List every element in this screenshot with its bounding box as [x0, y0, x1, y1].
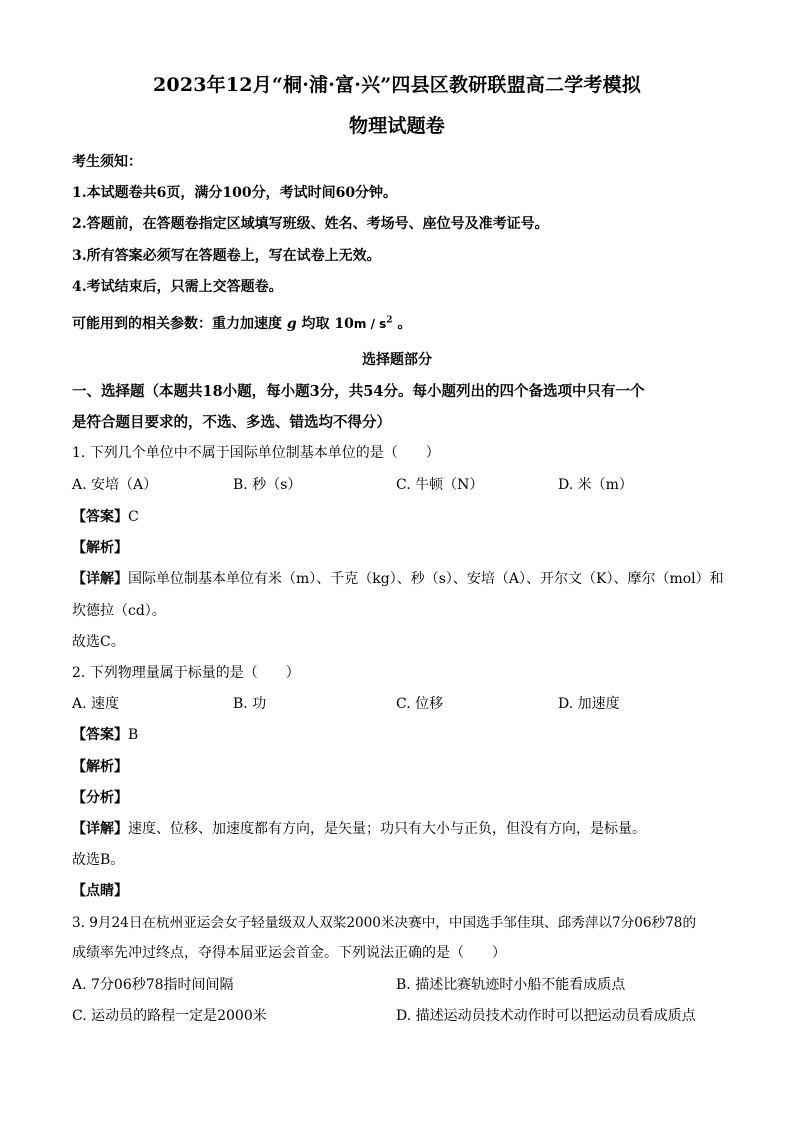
q3-option-d: D. 描述运动员技术动作时可以把运动员看成质点 [396, 1008, 696, 1024]
q2-option-b: B. 功 [233, 696, 267, 712]
params-exp: 2 [386, 315, 393, 326]
q1-answer-tag: 【答案】 [72, 509, 128, 525]
params-value: 10 [334, 316, 354, 332]
q1-detail-line1: 国际单位制基本单位有米（m）、千克（kg）、秒（s）、安培（A）、开尔文（K）、摩尔（mol）和 [128, 571, 724, 587]
params-mid: 均取 [301, 316, 330, 332]
q1-option-a: A. 安培（A） [72, 477, 158, 493]
q1-answer-value: C [128, 509, 139, 525]
q2-conclusion: 故选B。 [72, 852, 125, 868]
q2-detail [72, 818, 646, 838]
notice-item-2: 2.答题前，在答题卷指定区域填写班级、姓名、考场号、座位号及准考证号。 [72, 216, 549, 232]
notice-item-3: 3.所有答案必须写在答题卷上，写在试卷上无效。 [72, 248, 381, 264]
params-unit: m / s [353, 317, 387, 331]
section-instruction-1: 一、选择题（本题共18小题，每小题3分，共54分。每小题列出的四个备选项中只有一个 [72, 383, 645, 400]
q3-option-c: C. 运动员的路程一定是2000米 [72, 1008, 267, 1024]
q1-detail-line2: 坎德拉（cd）。 [72, 603, 166, 619]
q2-comment-tag: 【点睛】 [72, 883, 128, 899]
q1-answer [72, 506, 139, 526]
q1-detail-tag: 【详解】 [72, 571, 128, 587]
params-line [72, 313, 411, 333]
q2-option-a: A. 速度 [72, 696, 120, 712]
q3-option-b: B. 描述比赛轨迹时小船不能看成质点 [396, 977, 626, 993]
q1-analysis-tag: 【解析】 [72, 540, 128, 556]
exam-title: 2023年12月“桐·浦·富·兴”四县区教研联盟高二学考模拟 [152, 74, 642, 96]
q2-option-d: D. 加速度 [558, 696, 620, 712]
q2-stem: 2. 下列物理量属于标量的是（ ） [72, 665, 300, 681]
params-end: 。 [397, 316, 412, 332]
exam-subtitle: 物理试题卷 [348, 115, 445, 137]
q2-analysis-tag: 【解析】 [72, 759, 128, 775]
params-prefix: 可能用到的相关参数：重力加速度 [72, 316, 282, 332]
q2-option-c: C. 位移 [396, 696, 444, 712]
q3-option-a: A. 7分06秒78指时间间隔 [72, 977, 234, 993]
q2-detail-tag: 【详解】 [72, 821, 128, 837]
q1-option-c: C. 牛顿（N） [396, 477, 484, 493]
q2-answer-tag: 【答案】 [72, 727, 128, 743]
q3-stem-line2: 成绩率先冲过终点，夺得本届亚运会首金。下列说法正确的是（ ） [72, 945, 506, 961]
q1-option-d: D. 米（m） [558, 477, 633, 493]
notice-item-1: 1.本试题卷共6页，满分100分，考试时间60分钟。 [72, 185, 398, 201]
q3-stem-line1: 3. 9月24日在杭州亚运会女子轻量级双人双桨2000米决赛中，中国选手邹佳琪、邱秀萍以7分06秒78的 [72, 915, 697, 931]
q2-answer-value: B [128, 727, 139, 743]
q1-conclusion: 故选C。 [72, 634, 125, 650]
params-var: g [286, 316, 297, 332]
notice-item-4: 4.考试结束后，只需上交答题卷。 [72, 279, 283, 295]
q2-detail-text: 速度、位移、加速度都有方向，是矢量；功只有大小与正负，但没有方向，是标量。 [128, 821, 646, 837]
q2-fenxi-tag: 【分析】 [72, 790, 128, 806]
q1-option-b: B. 秒（s） [233, 477, 302, 493]
section-instruction-2: 是符合题目要求的，不选、多选、错选均不得分） [72, 414, 391, 431]
q1-detail [72, 568, 724, 588]
q2-answer [72, 724, 138, 744]
q1-stem: 1. 下列几个单位中不属于国际单位制基本单位的是（ ） [72, 445, 440, 461]
notice-heading: 考生须知： [72, 154, 142, 170]
section-title: 选择题部分 [362, 352, 432, 368]
